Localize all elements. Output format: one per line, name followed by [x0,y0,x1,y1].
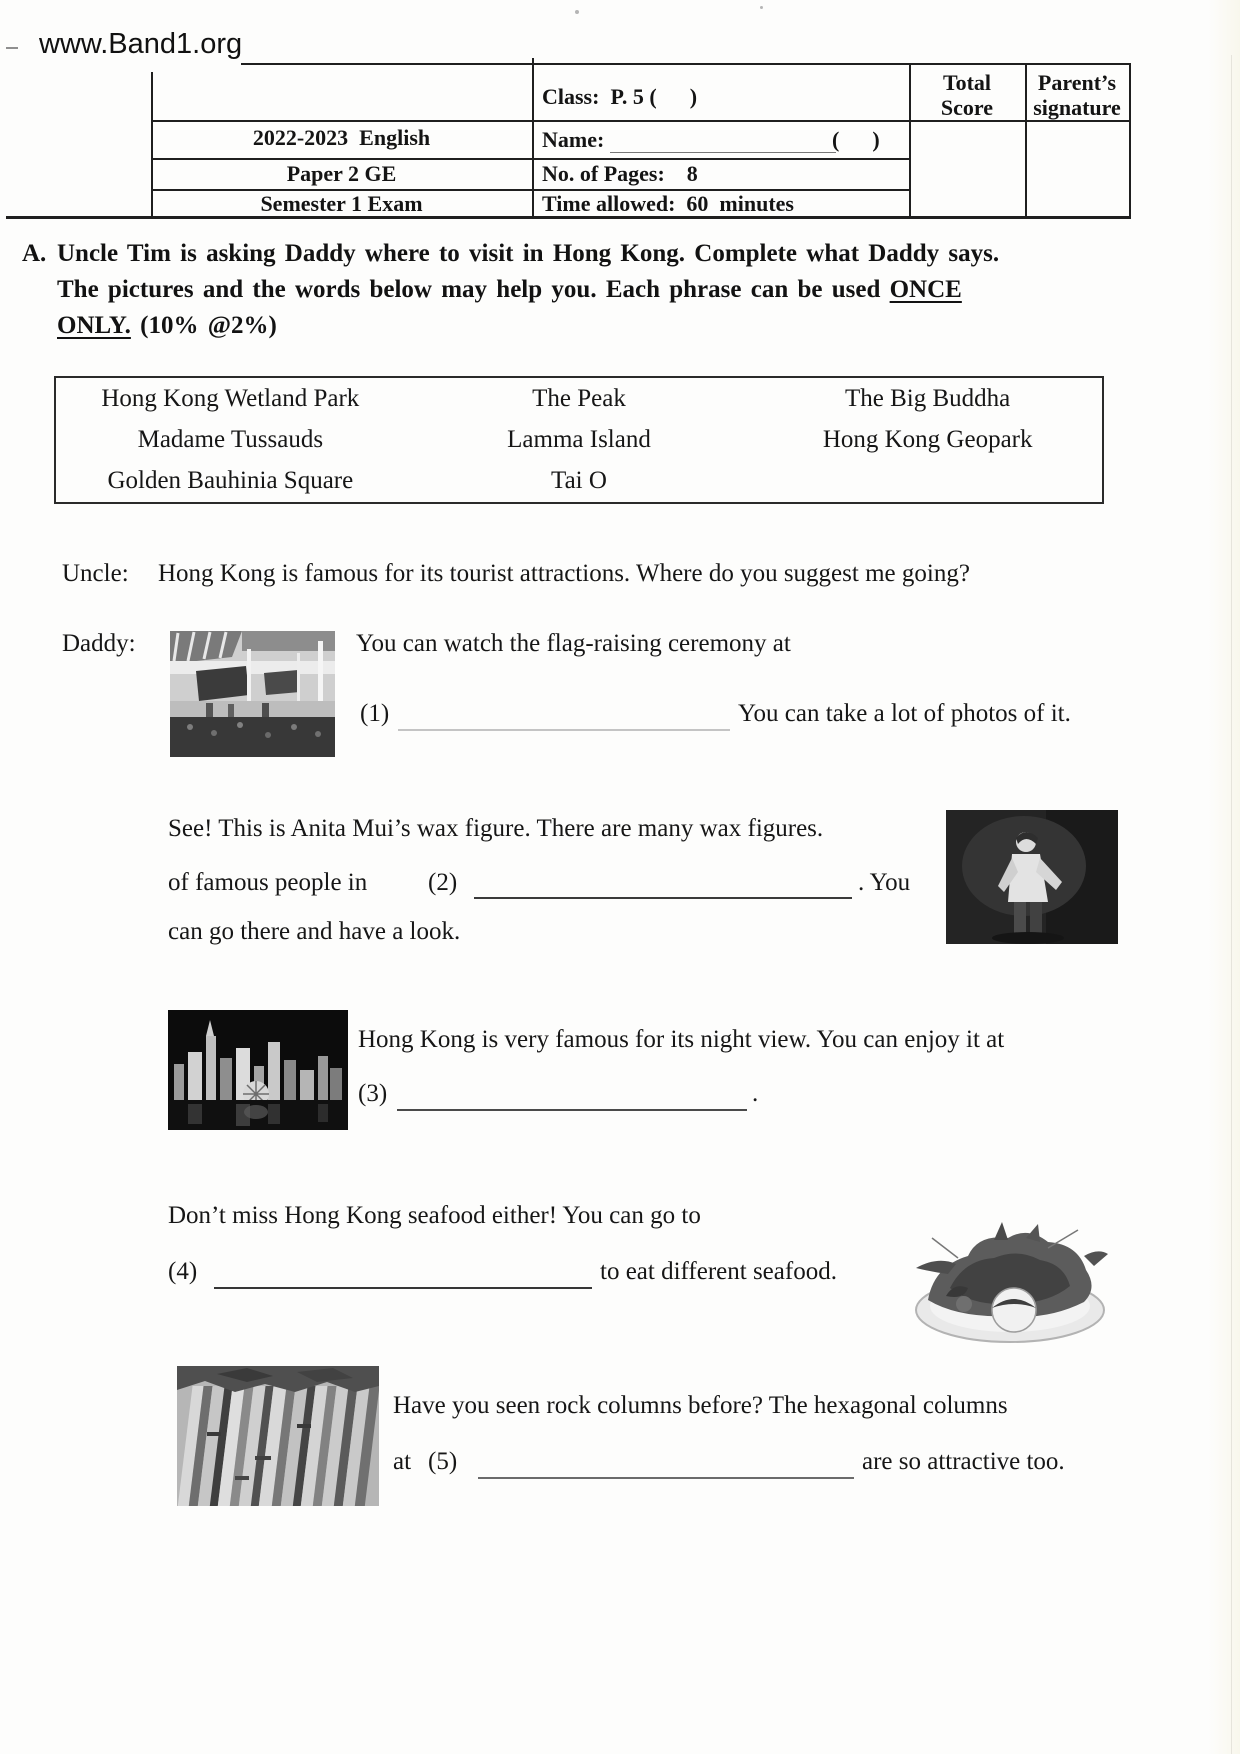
parent-signature-header2: signature [1033,95,1121,120]
section-a-line3 [57,312,277,340]
scan-speck [575,10,579,14]
site-watermark: www.Band1.org [39,28,243,60]
q1-sentence: You can watch the flag-raising ceremony at [356,630,791,657]
phrase-option: The Big Buddha [845,384,1011,412]
table-border [241,63,1131,65]
table-border [532,58,534,218]
rock-columns-photo [177,1366,379,1506]
section-a-once-underlined: ONCE [889,276,962,303]
name-field-paren: ( ) [832,127,880,152]
q2-sentence-line2-after: . You [858,869,911,896]
section-a-line3-text: (10% @2%) [130,312,277,339]
time-field: Time allowed: 60 minutes [542,191,794,216]
q1-number: (1) [360,700,390,727]
phrase-option: Tai O [551,466,607,494]
q5-pre: at [393,1448,412,1475]
scan-speck [760,6,763,9]
pages-field: No. of Pages: 8 [542,161,698,186]
class-field: Class: P. 5 ( ) [542,84,698,109]
uncle-speech: Hong Kong is famous for its tourist attractions. Where do you suggest me going? [158,560,970,587]
phrase-option: Madame Tussauds [137,425,324,453]
answer-blank-5 [478,1477,854,1479]
answer-blank-2 [474,897,852,899]
q2-number: (2) [428,869,458,896]
q2-sentence-line2: of famous people in [168,869,368,896]
answer-blank-4 [214,1287,592,1289]
daddy-speaker-label: Daddy: [62,630,136,657]
q4-number: (4) [168,1258,198,1285]
q4-sentence: Don’t miss Hong Kong seafood either! You can go to [168,1202,701,1229]
flag-raising-photo [170,631,335,757]
phrase-option: Hong Kong Geopark [822,425,1033,453]
q1-sentence-after: You can take a lot of photos of it. [738,700,1071,727]
scan-edge-tint [1208,0,1240,1754]
table-border [151,158,911,160]
phrase-option: Golden Bauhinia Square [107,466,354,494]
scan-mark [6,47,18,49]
answer-blank-3 [397,1109,747,1111]
seafood-photo [898,1208,1116,1348]
q5-sentence: Have you seen rock columns before? The hexagonal columns [393,1392,1008,1419]
answer-blank-1 [398,729,730,731]
q5-sentence-after: are so attractive too. [862,1448,1065,1475]
q2-sentence-line1: See! This is Anita Mui’s wax figure. There are many wax figures. [168,815,824,842]
phrase-option: Hong Kong Wetland Park [101,384,360,412]
name-field-label: Name: [542,127,605,152]
q3-sentence: Hong Kong is very famous for its night view. You can enjoy it at [358,1026,1005,1053]
exam-title-paper: Paper 2 GE [286,161,397,186]
section-a-line2-text: The pictures and the words below may help you. Each phrase can be used [57,276,890,303]
q4-sentence-after: to eat different seafood. [600,1258,837,1285]
section-a-label: A. [22,240,47,267]
q2-sentence-line3: can go there and have a look. [168,918,461,945]
q3-period: . [752,1080,759,1107]
exam-title-year: 2022-2023 English [252,125,431,150]
parent-signature-header: Parent’s [1037,70,1117,95]
exam-title-semester: Semester 1 Exam [260,191,423,216]
name-underline [610,152,836,153]
section-a-line2 [57,276,962,304]
scan-edge-line [1231,55,1232,1754]
total-score-header: Total [942,70,992,95]
night-view-photo [168,1010,348,1130]
table-border [1129,63,1131,218]
q3-number: (3) [358,1080,388,1107]
phrase-word-box [54,376,1104,504]
phrase-option: The Peak [532,384,626,412]
phrase-option: Lamma Island [507,425,651,453]
wax-figure-photo [946,810,1118,944]
uncle-speaker-label: Uncle: [62,560,129,587]
section-a-only-underlined: ONLY. [57,312,131,339]
q5-number: (5) [428,1448,458,1475]
section-a-line1: Uncle Tim is asking Daddy where to visit in Hong Kong. Complete what Daddy says. [57,240,1000,267]
total-score-header2: Score [940,95,994,120]
